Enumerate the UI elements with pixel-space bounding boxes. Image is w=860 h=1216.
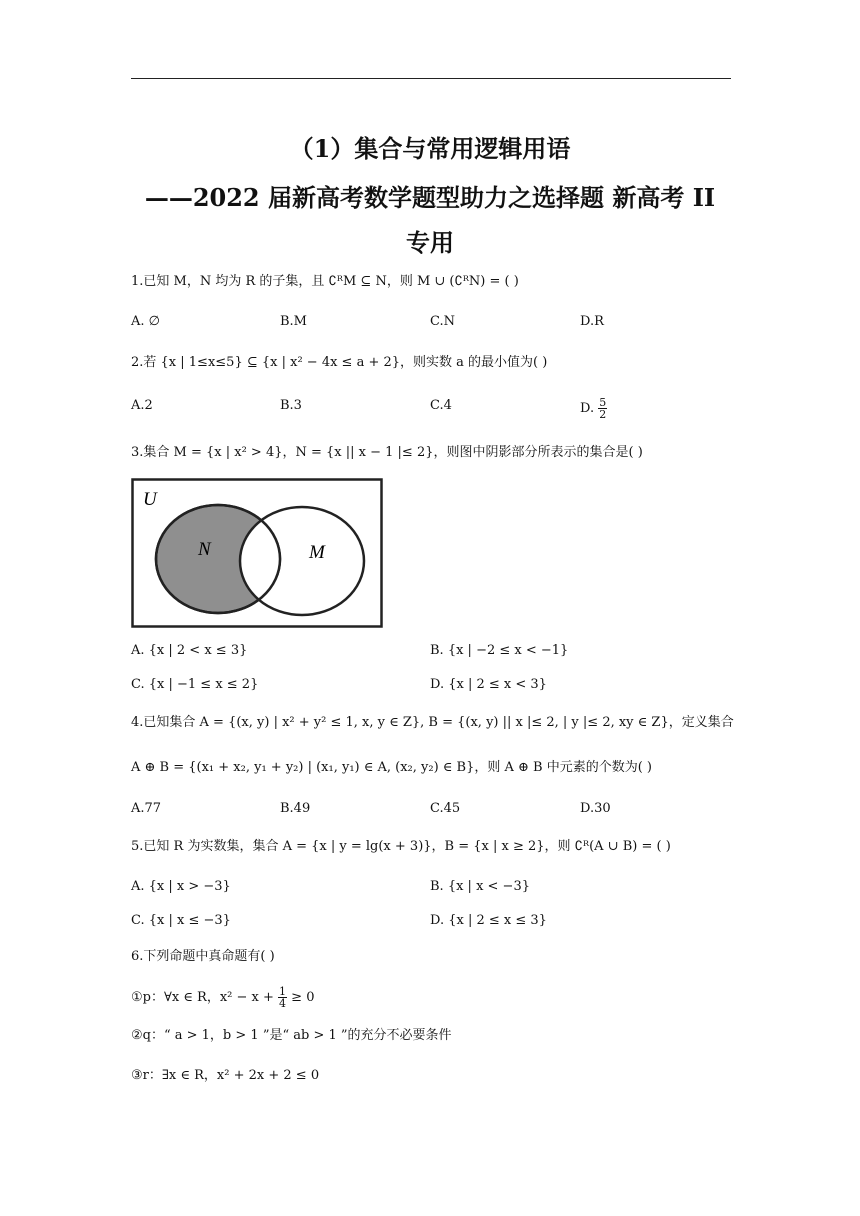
- page-title-line-2: ——2022 届新高考数学题型助力之选择题 新高考 II: [144, 183, 716, 212]
- q4-option-c[interactable]: C.45: [430, 801, 461, 816]
- set-n-label: N: [198, 539, 211, 560]
- page-title-line-3: 专用: [406, 228, 454, 257]
- venn-diagram: [131, 478, 383, 628]
- proposition-p-suffix: ≥ 0: [291, 990, 315, 1005]
- q2-stem: 2.若 {x | 1≤x≤5} ⊆ {x | x² − 4x ≤ a + 2}，则实数 a 的最小值为( ): [131, 355, 548, 370]
- q3-option-c[interactable]: C. {x | −1 ≤ x ≤ 2}: [131, 677, 259, 692]
- header-rule: [131, 78, 731, 79]
- q1-option-c[interactable]: C.N: [430, 314, 455, 329]
- page-title-line-1: （1）集合与常用逻辑用语: [289, 134, 571, 163]
- proposition-p-fraction: [278, 986, 287, 1009]
- q2-option-c[interactable]: C.4: [430, 398, 452, 413]
- q1-option-b[interactable]: B.M: [280, 314, 307, 329]
- q2-option-a[interactable]: A.2: [131, 398, 153, 413]
- q3-stem: 3.集合 M = {x | x² > 4}，N = {x || x − 1 |≤ 2}，则图中阴影部分所表示的集合是( ): [131, 445, 643, 460]
- q4-option-a[interactable]: A.77: [131, 801, 162, 816]
- q5-option-a[interactable]: A. {x | x > −3}: [131, 879, 231, 894]
- q1-stem: 1.已知 M，N 均为 R 的子集，且 ∁ᴿM ⊆ N，则 M ∪ (∁ᴿN) = ( ): [131, 274, 519, 289]
- q6-proposition-q: ②q：“ a > 1，b > 1 ”是“ ab > 1 ”的充分不必要条件: [131, 1028, 452, 1043]
- q5-option-c[interactable]: C. {x | x ≤ −3}: [131, 913, 231, 928]
- q2-option-d[interactable]: [580, 397, 607, 420]
- proposition-p-prefix: ①p：∀x ∈ R，x² − x +: [131, 990, 274, 1005]
- q1-option-d[interactable]: D.R: [580, 314, 604, 329]
- set-m-label: M: [309, 542, 325, 563]
- q6-proposition-p: [131, 986, 314, 1009]
- q4-stem-line-1: 4.已知集合 A = {(x, y) | x² + y² ≤ 1, x, y ∈ Z}, B = {(x, y) || x |≤ 2, | y |≤ 2, xy ∈ Z}，定义集合: [131, 715, 734, 730]
- fraction-numerator: 1: [279, 985, 287, 998]
- q6-stem: 6.下列命题中真命题有( ): [131, 949, 275, 964]
- q6-proposition-r: ③r：∃x ∈ R，x² + 2x + 2 ≤ 0: [131, 1068, 320, 1083]
- q3-option-d[interactable]: D. {x | 2 ≤ x < 3}: [430, 677, 547, 692]
- q5-option-b[interactable]: B. {x | x < −3}: [430, 879, 530, 894]
- q3-option-a[interactable]: A. {x | 2 < x ≤ 3}: [131, 643, 248, 658]
- q2-option-d-fraction: [598, 397, 607, 420]
- q5-stem: 5.已知 R 为实数集，集合 A = {x | y = lg(x + 3)}，B = {x | x ≥ 2}，则 ∁ᴿ(A ∪ B) = ( ): [131, 839, 671, 854]
- universe-label: U: [143, 489, 157, 510]
- q2-option-b[interactable]: B.3: [280, 398, 302, 413]
- q4-stem-line-2: A ⊕ B = {(x₁ + x₂, y₁ + y₂) | (x₁, y₁) ∈ A, (x₂, y₂) ∈ B}，则 A ⊕ B 中元素的个数为( ): [131, 760, 652, 775]
- q3-option-b[interactable]: B. {x | −2 ≤ x < −1}: [430, 643, 569, 658]
- q1-option-a[interactable]: A. ∅: [131, 314, 160, 329]
- fraction-numerator: 5: [599, 396, 607, 409]
- q5-option-d[interactable]: D. {x | 2 ≤ x ≤ 3}: [430, 913, 547, 928]
- fraction-denominator: 4: [279, 997, 287, 1010]
- fraction-denominator: 2: [599, 408, 607, 421]
- q2-option-d-label: D.: [580, 401, 595, 416]
- q4-option-b[interactable]: B.49: [280, 801, 311, 816]
- q4-option-d[interactable]: D.30: [580, 801, 611, 816]
